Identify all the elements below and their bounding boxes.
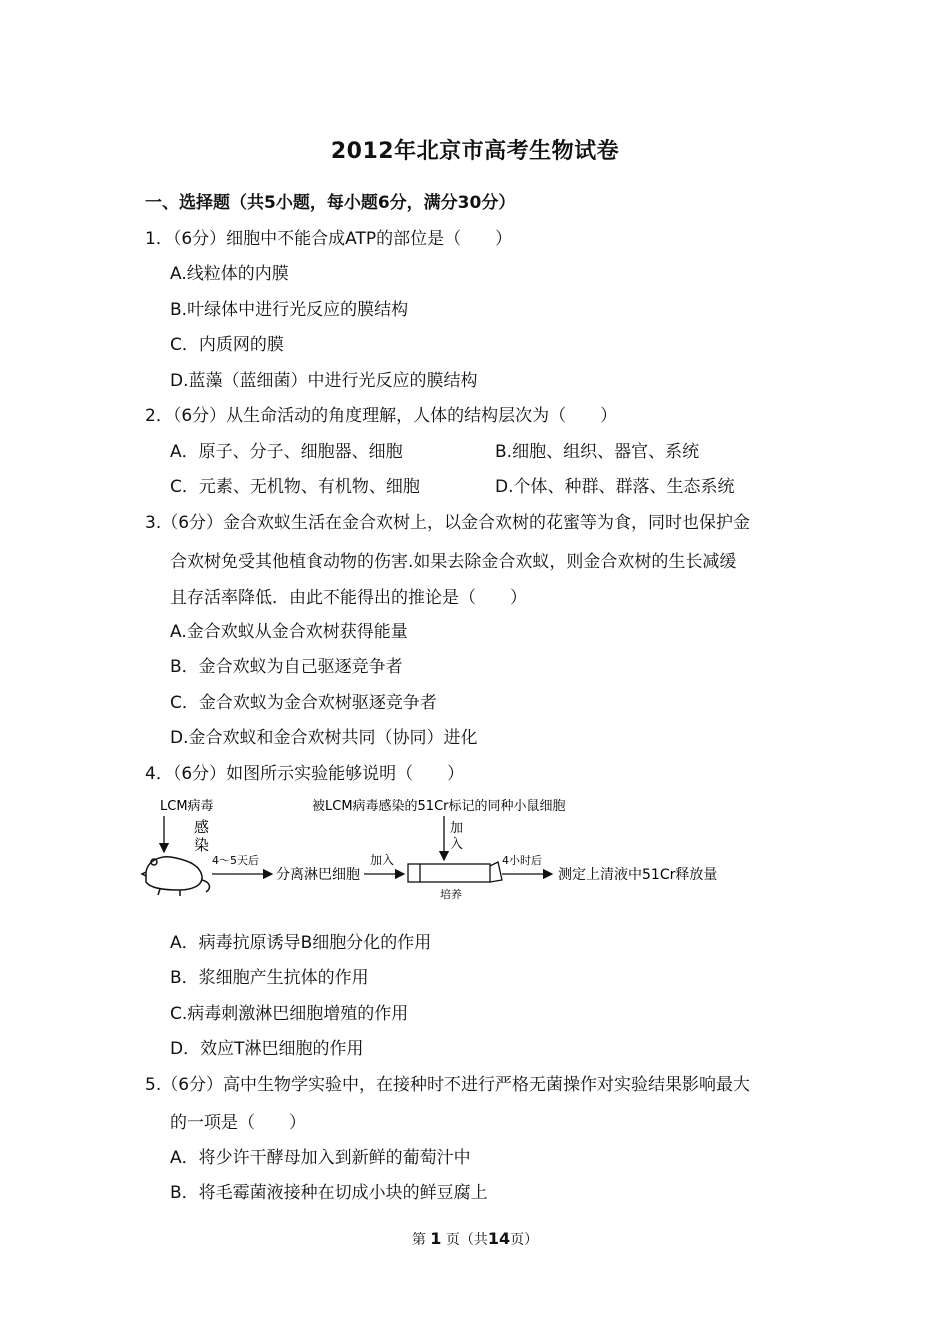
- q4-stem: 4．（6分）如图所示实验能够说明（ ）: [145, 764, 465, 784]
- culture-tube-icon: [408, 862, 502, 882]
- isolate-label: 分离淋巴细胞: [276, 867, 360, 883]
- q1-stem: 1．（6分）细胞中不能合成ATP的部位是（ ）: [145, 229, 513, 249]
- page-footer: [0, 1229, 950, 1249]
- q3-stem-line2: 合欢树免受其他植食动物的伤害.如果去除金合欢蚁，则金合欢树的生长减缓: [170, 552, 737, 572]
- add-label: 加入: [370, 853, 395, 867]
- q5-option-a: A．将少许干酵母加入到新鲜的葡萄汁中: [170, 1148, 471, 1168]
- page-title: 2012年北京市高考生物试卷: [330, 139, 620, 164]
- q2-stem: 2．（6分）从生命活动的角度理解，人体的结构层次为（ ）: [145, 406, 618, 426]
- mouse-icon: [142, 857, 209, 896]
- footer-total-pages: 14: [487, 1229, 511, 1248]
- q2-option-b: B.细胞、组织、器官、系统: [495, 442, 700, 462]
- q4-option-d: D．效应T淋巴细胞的作用: [170, 1039, 364, 1059]
- footer-page-number: 1: [430, 1229, 442, 1248]
- q1-option-b: B.叶绿体中进行光反应的膜结构: [170, 300, 409, 320]
- infected-cells-label: 被LCM病毒感染的51Cr标记的同种小鼠细胞: [312, 799, 566, 814]
- q3-option-b: B．金合欢蚁为自己驱逐竞争者: [170, 657, 403, 677]
- infect-char-1: 感: [194, 818, 210, 836]
- footer-suffix: 页）: [510, 1232, 539, 1248]
- culture-label: 培养: [440, 888, 462, 901]
- section-heading: 一、选择题（共5小题，每小题6分，满分30分）: [145, 193, 516, 213]
- add-vertical-1: 加: [450, 821, 464, 836]
- q3-option-d: D.金合欢蚁和金合欢树共同（协同）进化: [170, 728, 478, 748]
- footer-prefix: 第: [411, 1232, 426, 1248]
- q5-stem-line1: 5.（6分）高中生物学实验中，在接种时不进行严格无菌操作对实验结果影响最大: [145, 1075, 751, 1095]
- q2-option-a: A．原子、分子、细胞器、细胞: [170, 442, 403, 462]
- q3-option-c: C．金合欢蚁为金合欢树驱逐竞争者: [170, 693, 437, 713]
- q5-stem-line2: 的一项是（ ）: [170, 1113, 306, 1133]
- q3-option-a: A.金合欢蚁从金合欢树获得能量: [170, 622, 408, 642]
- q1-option-a: A.线粒体的内膜: [170, 264, 289, 284]
- virus-label: LCM病毒: [160, 799, 214, 814]
- q2-option-d: D.个体、种群、群落、生态系统: [495, 477, 735, 497]
- q4-option-a: A．病毒抗原诱导B细胞分化的作用: [170, 933, 432, 953]
- add-vertical-2: 入: [450, 837, 464, 852]
- footer-mid: 页（共: [445, 1232, 488, 1248]
- experiment-diagram: [140, 794, 730, 906]
- q3-stem-line3: 且存活率降低．由此不能得出的推论是（ ）: [170, 588, 527, 608]
- q4-option-c: C.病毒刺激淋巴细胞增殖的作用: [170, 1004, 409, 1024]
- q2-option-c: C．元素、无机物、有机物、细胞: [170, 477, 420, 497]
- measure-label: 测定上清液中51Cr释放量: [558, 867, 718, 883]
- days-label: 4～5天后: [212, 854, 259, 867]
- q3-stem-line1: 3.（6分）金合欢蚁生活在金合欢树上，以金合欢树的花蜜等为食，同时也保护金: [145, 513, 751, 533]
- q4-option-b: B．浆细胞产生抗体的作用: [170, 968, 369, 988]
- hours-label: 4小时后: [502, 854, 542, 867]
- q1-option-c: C．内质网的膜: [170, 335, 284, 355]
- q5-option-b: B．将毛霉菌液接种在切成小块的鲜豆腐上: [170, 1183, 488, 1203]
- q1-option-d: D.蓝藻（蓝细菌）中进行光反应的膜结构: [170, 371, 478, 391]
- infect-char-2: 染: [194, 836, 210, 854]
